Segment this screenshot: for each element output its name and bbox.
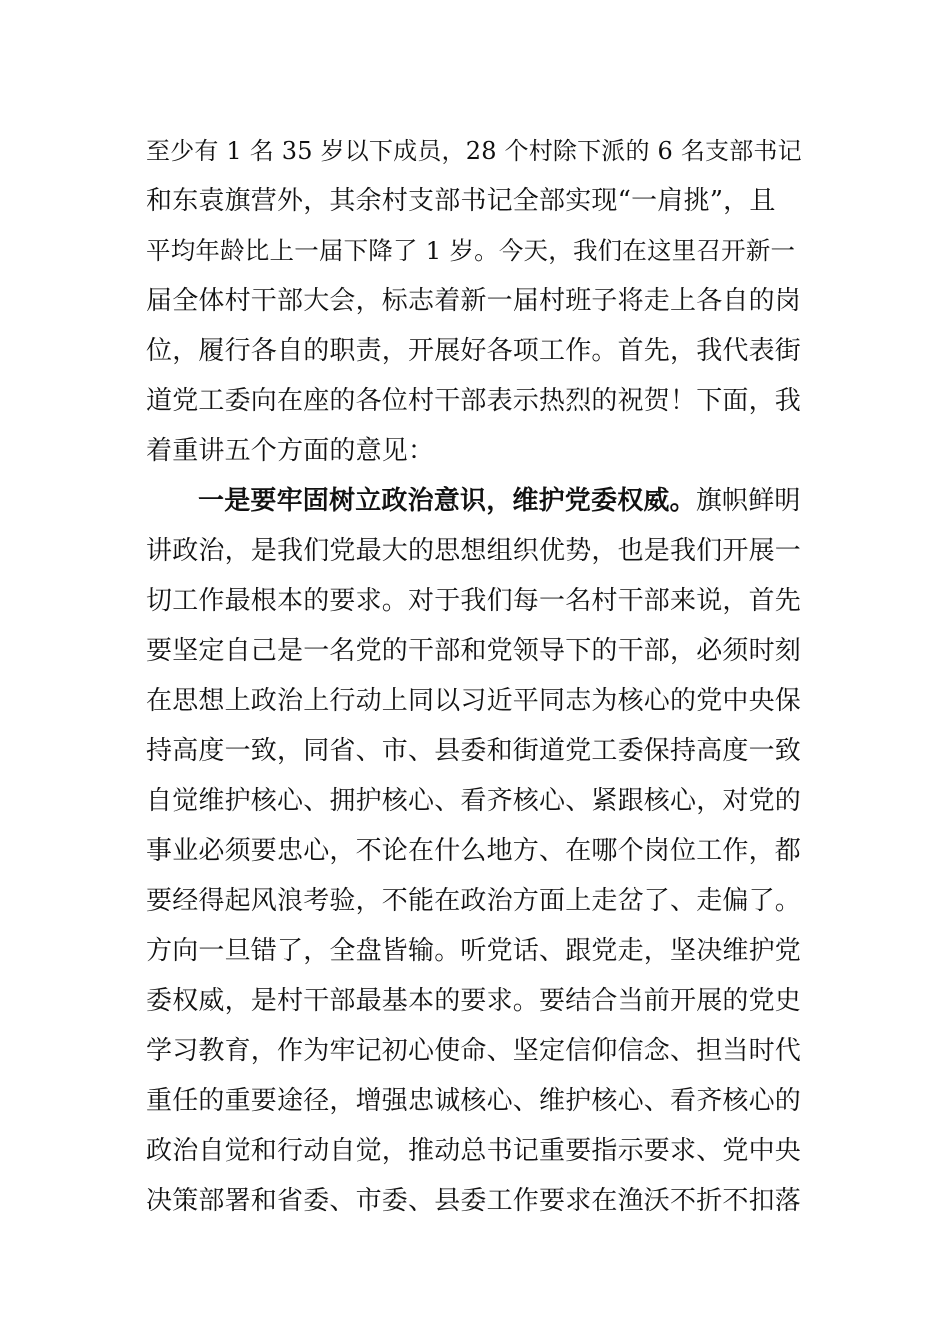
text-line: 重任的重要途径，增强忠诚核心、维护核心、看齐核心的: [146, 1086, 802, 1116]
text-line: 政治自觉和行动自觉，推动总书记重要指示要求、党中央: [146, 1136, 802, 1166]
paragraph-first-line: [198, 484, 806, 518]
text-line: 和东袁旗营外，其余村支部书记全部实现“一肩挑”，且: [146, 186, 776, 216]
text-line: 自觉维护核心、拥护核心、看齐核心、紧跟核心，对党的: [146, 786, 802, 816]
text-line: 届全体村干部大会，标志着新一届村班子将走上各自的岗: [146, 286, 802, 316]
text-line: 要经得起风浪考验，不能在政治方面上走岔了、走偏了。: [146, 886, 802, 916]
text-line: 着重讲五个方面的意见：: [146, 436, 435, 466]
text-line: 学习教育，作为牢记初心使命、坚定信仰信念、担当时代: [146, 1036, 802, 1066]
text-line: 道党工委向在座的各位村干部表示热烈的祝贺！下面，我: [146, 386, 802, 416]
text-line: 平均年龄比上一届下降了 1 岁。今天，我们在这里召开新一: [146, 236, 796, 265]
section-heading: 一是要牢固树立政治意识，维护党委权威。: [198, 486, 696, 516]
text-line: 委权威，是村干部最基本的要求。要结合当前开展的党史: [146, 986, 802, 1016]
text-line: 切工作最根本的要求。对于我们每一名村干部来说，首先: [146, 586, 802, 616]
text-line: 至少有 1 名 35 岁以下成员，28 个村除下派的 6 名支部书记: [146, 137, 802, 165]
text-line: 在思想上政治上行动上同以习近平同志为核心的党中央保: [146, 686, 802, 716]
text-line: 决策部署和省委、市委、县委工作要求在渔沃不折不扣落: [146, 1186, 802, 1216]
text-line: 位，履行各自的职责，开展好各项工作。首先，我代表街: [146, 336, 802, 366]
text-line: 持高度一致，同省、市、县委和街道党工委保持高度一致: [146, 736, 802, 766]
text-line: 方向一旦错了，全盘皆输。听党话、跟党走，坚决维护党: [146, 936, 802, 966]
text-run: 旗帜鲜明: [695, 486, 801, 516]
text-line: 事业必须要忠心，不论在什么地方、在哪个岗位工作，都: [146, 836, 802, 866]
text-line: 讲政治，是我们党最大的思想组织优势，也是我们开展一: [146, 536, 802, 566]
text-line: 要坚定自己是一名党的干部和党领导下的干部，必须时刻: [146, 636, 802, 666]
